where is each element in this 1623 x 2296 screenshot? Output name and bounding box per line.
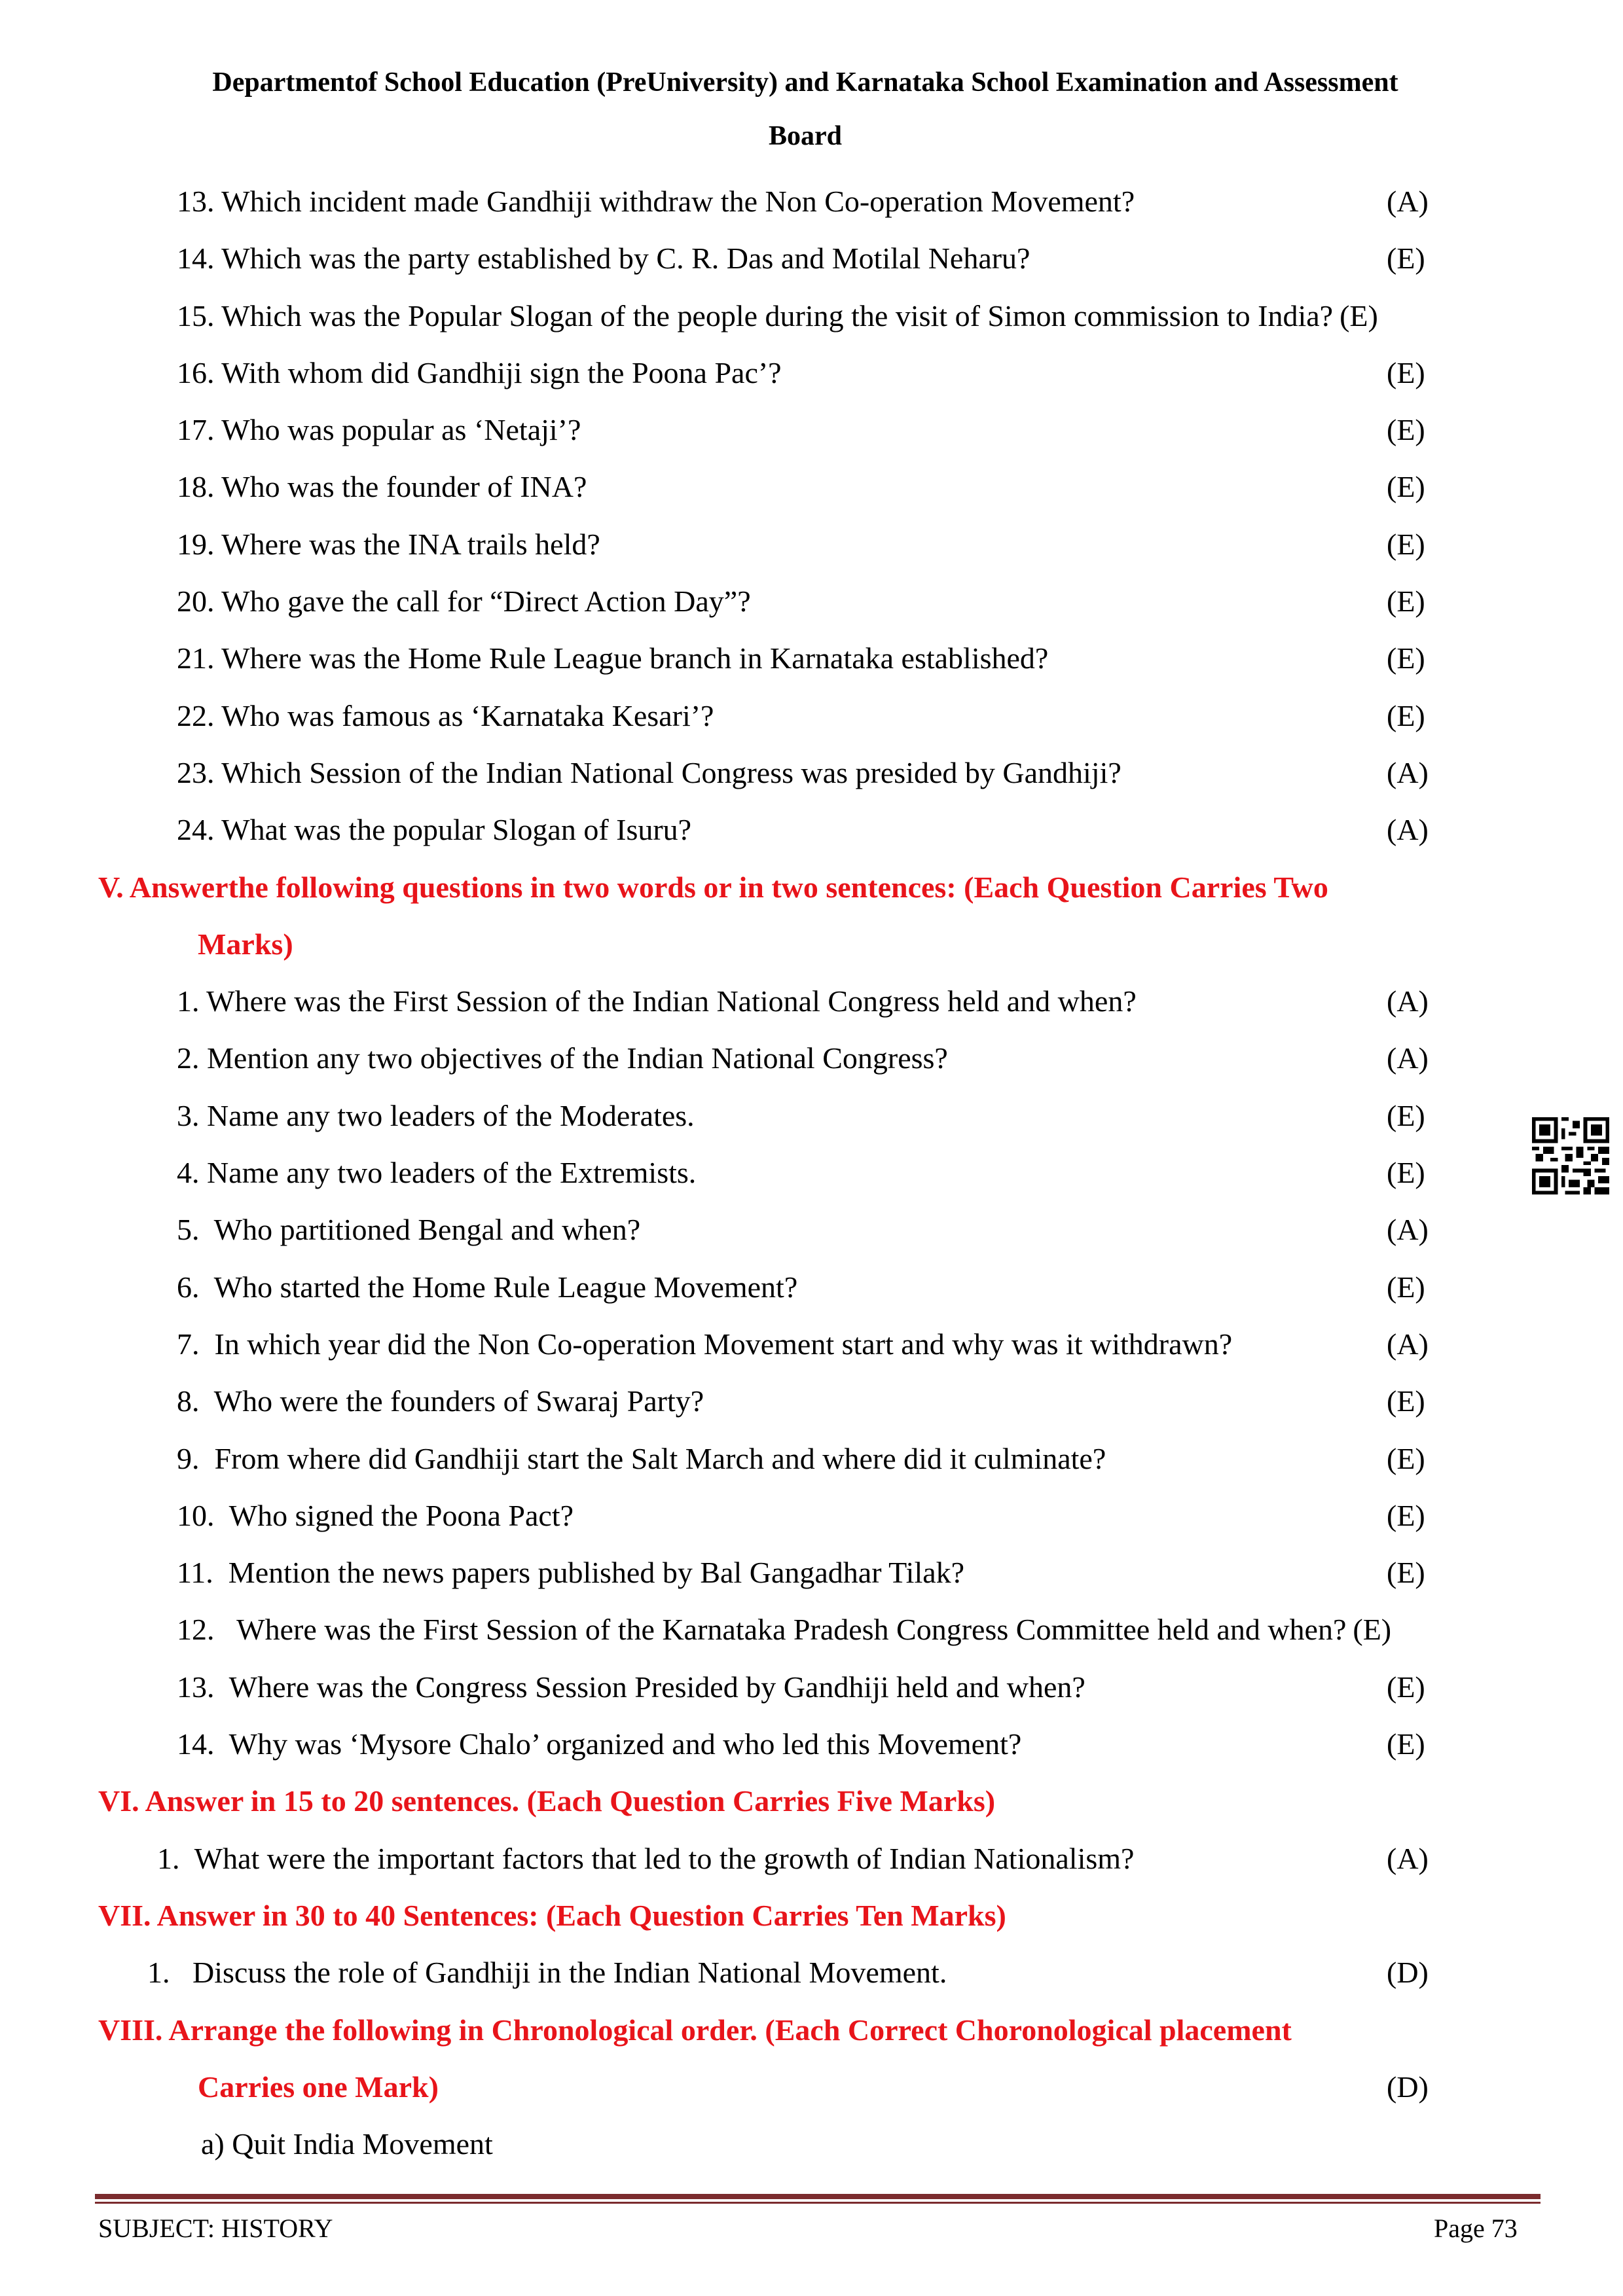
question-row: 17. Who was popular as ‘Netaji’? (E): [0, 401, 1623, 458]
question-row: 13. Where was the Congress Session Presided by Gandhiji held and when? (E): [0, 1659, 1623, 1715]
section-viii-heading: VIII. Arrange the following in Chronological order. (Each Correct Choronological placement: [98, 2013, 1292, 2047]
difficulty-grade: (E): [1387, 355, 1425, 389]
difficulty-grade: (E): [1340, 298, 1378, 332]
difficulty-grade: (E): [1387, 1270, 1425, 1304]
difficulty-grade: (A): [1387, 755, 1429, 789]
section-vi-heading: VI. Answer in 15 to 20 sentences. (Each Question Carries Five Marks): [98, 1784, 996, 1818]
difficulty-grade: (E): [1387, 1384, 1425, 1418]
difficulty-grade: (E): [1353, 1613, 1392, 1647]
question-row: 13. Which incident made Gandhiji withdraw the Non Co-operation Movement? (A): [0, 173, 1623, 230]
question-row: 15. Which was the Popular Slogan of the people during the visit of Simon commission to India? (E): [177, 298, 1378, 332]
question-row: 23. Which Session of the Indian National Congress was presided by Gandhiji? (A): [0, 744, 1623, 801]
question-row: 14. Which was the party established by C. R. Das and Motilal Neharu? (E): [0, 230, 1623, 287]
footer-rule-thick: [95, 2194, 1541, 2199]
question-row: 1. Where was the First Session of the Indian National Congress held and when? (A): [0, 973, 1623, 1030]
difficulty-grade: (E): [1387, 1498, 1425, 1532]
difficulty-grade: (E): [1387, 470, 1425, 504]
question-row: 22. Who was famous as ‘Karnataka Kesari’? (E): [0, 687, 1623, 744]
difficulty-grade: (E): [1387, 1670, 1425, 1704]
list-item: a) Quit India Movement: [201, 2127, 493, 2161]
difficulty-grade: (E): [1387, 1556, 1425, 1590]
footer-rule-thin: [95, 2202, 1541, 2204]
difficulty-grade: (E): [1387, 1098, 1425, 1132]
question-row: 8. Who were the founders of Swaraj Party? (E): [0, 1372, 1623, 1429]
difficulty-grade: (E): [1387, 242, 1425, 276]
question-row: 9. From where did Gandhiji start the Salt March and where did it culminate? (E): [0, 1430, 1623, 1487]
question-row: 16. With whom did Gandhiji sign the Poona Pac’? (E): [0, 344, 1623, 401]
difficulty-grade: (E): [1387, 584, 1425, 619]
difficulty-grade: (A): [1387, 813, 1429, 847]
difficulty-grade: (E): [1387, 698, 1425, 732]
qr-code-icon: [1532, 1117, 1609, 1194]
question-row: 21. Where was the Home Rule League branch in Karnataka established? (E): [0, 630, 1623, 687]
question-row: 18. Who was the founder of INA? (E): [0, 458, 1623, 515]
footer-subject: SUBJECT: HISTORY: [98, 2214, 333, 2243]
section-v-heading-cont: Marks): [198, 927, 293, 961]
question-row: 20. Who gave the call for “Direct Action Day”? (E): [0, 573, 1623, 630]
difficulty-grade: (E): [1387, 527, 1425, 561]
question-row: 2. Mention any two objectives of the Indian National Congress? (A): [0, 1030, 1623, 1086]
section-viii-heading-cont: Carries one Mark) (D): [0, 2058, 1623, 2115]
question-row: 19. Where was the INA trails held? (E): [0, 516, 1623, 573]
difficulty-grade: (D): [1387, 1956, 1429, 1990]
difficulty-grade: (A): [1387, 1213, 1429, 1247]
question-row: 1. Discuss the role of Gandhiji in the Indian National Movement. (D): [0, 1944, 1623, 2001]
question-row: 11. Mention the news papers published by Bal Gangadhar Tilak? (E): [0, 1544, 1623, 1601]
difficulty-grade: (D): [1387, 2070, 1429, 2104]
question-row: 24. What was the popular Slogan of Isuru? (A): [0, 801, 1623, 858]
question-row: 7. In which year did the Non Co-operation Movement start and why was it withdrawn? (A): [0, 1316, 1623, 1372]
difficulty-grade: (A): [1387, 1327, 1429, 1361]
difficulty-grade: (A): [1387, 984, 1429, 1018]
question-row: 10. Who signed the Poona Pact? (E): [0, 1487, 1623, 1544]
section-v-heading: V. Answerthe following questions in two words or in two sentences: (Each Question Carries Two: [98, 870, 1328, 904]
footer-page-number: Page 73: [1434, 2214, 1518, 2243]
question-row: 4. Name any two leaders of the Extremists. (E): [0, 1144, 1623, 1201]
question-row: 14. Why was ‘Mysore Chalo’ organized and who led this Movement? (E): [0, 1715, 1623, 1772]
difficulty-grade: (E): [1387, 641, 1425, 675]
difficulty-grade: (A): [1387, 185, 1429, 218]
section-vii-heading: VII. Answer in 30 to 40 Sentences: (Each Question Carries Ten Marks): [98, 1898, 1006, 1932]
header-line-2: Board: [768, 121, 842, 151]
difficulty-grade: (E): [1387, 413, 1425, 447]
difficulty-grade: (E): [1387, 1156, 1425, 1190]
page-header: [118, 56, 1493, 163]
difficulty-grade: (E): [1387, 1727, 1425, 1761]
difficulty-grade: (A): [1387, 1841, 1429, 1875]
question-row: 6. Who started the Home Rule League Movement? (E): [0, 1259, 1623, 1316]
question-content: [0, 173, 1623, 2172]
question-row: 12. Where was the First Session of the Karnataka Pradesh Congress Committee held and when? (E): [177, 1613, 1392, 1647]
question-row: 1. What were the important factors that led to the growth of Indian Nationalism? (A): [0, 1830, 1623, 1887]
question-row: 5. Who partitioned Bengal and when? (A): [0, 1201, 1623, 1258]
header-line-1: Departmentof School Education (PreUniversity) and Karnataka School Examination and Assessment: [212, 67, 1398, 98]
difficulty-grade: (A): [1387, 1041, 1429, 1075]
difficulty-grade: (E): [1387, 1441, 1425, 1475]
question-row: 3. Name any two leaders of the Moderates. (E): [0, 1087, 1623, 1144]
